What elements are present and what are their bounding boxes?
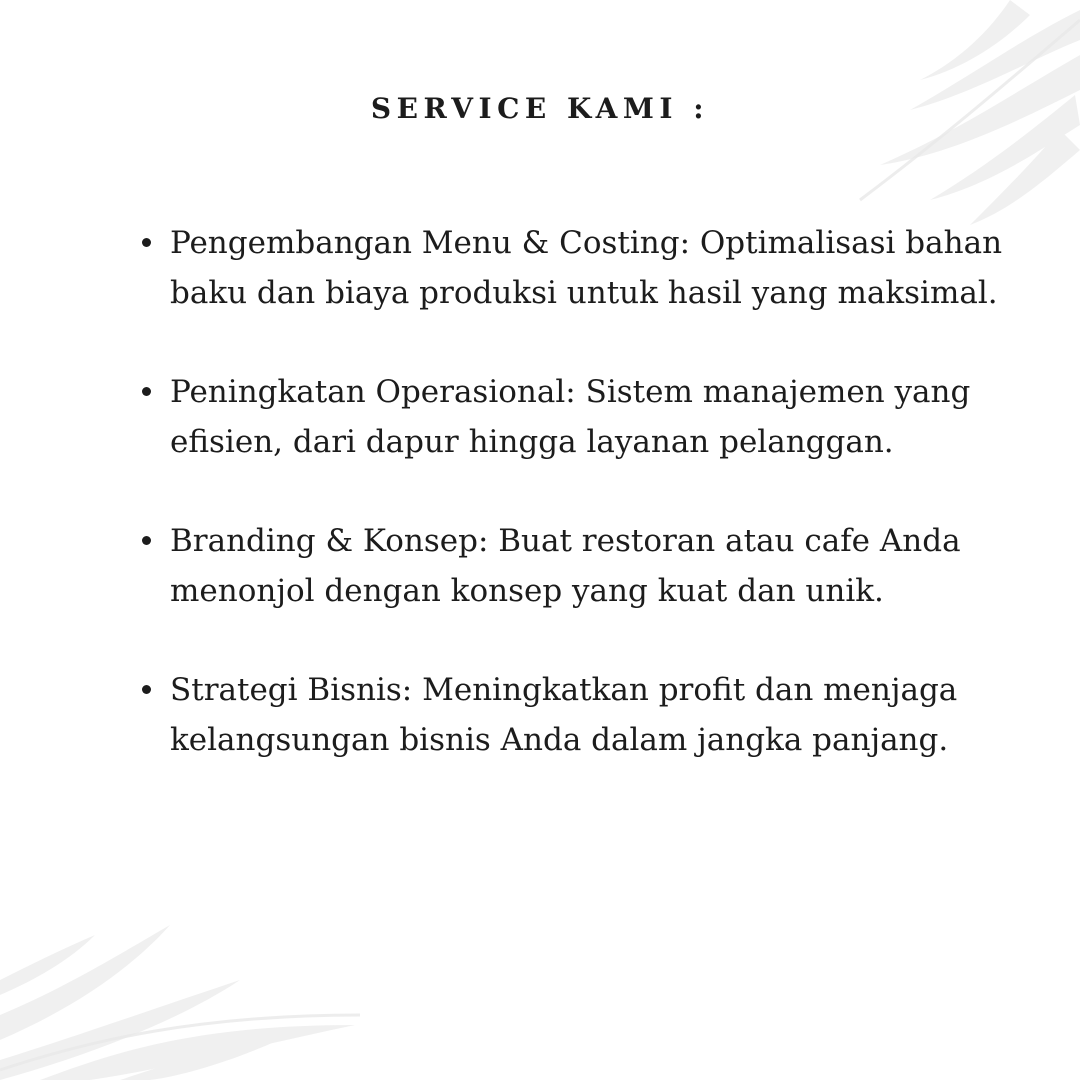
bullet-dot-icon <box>142 536 151 545</box>
service-text: Peningkatan Operasional: Sistem manajemen yang efisien, dari dapur hingga layanan pelanggan. <box>170 374 971 460</box>
list-item <box>138 516 1028 616</box>
list-item <box>138 665 1028 765</box>
service-list <box>138 218 1028 814</box>
list-item <box>138 367 1028 467</box>
list-item <box>138 218 1028 318</box>
palm-leaf-shadow-icon <box>0 910 380 1080</box>
bullet-dot-icon <box>142 238 151 247</box>
page-title: SERVICE KAMI : <box>370 92 710 125</box>
service-text: Strategi Bisnis: Meningkatkan profit dan menjaga kelangsungan bisnis Anda dalam jangka panjang. <box>170 672 958 758</box>
bullet-dot-icon <box>142 387 151 396</box>
bullet-dot-icon <box>142 685 151 694</box>
service-text: Pengembangan Menu & Costing: Optimalisasi bahan baku dan biaya produksi untuk hasil yang maksimal. <box>170 225 1003 311</box>
service-text: Branding & Konsep: Buat restoran atau cafe Anda menonjol dengan konsep yang kuat dan unik. <box>170 523 961 609</box>
